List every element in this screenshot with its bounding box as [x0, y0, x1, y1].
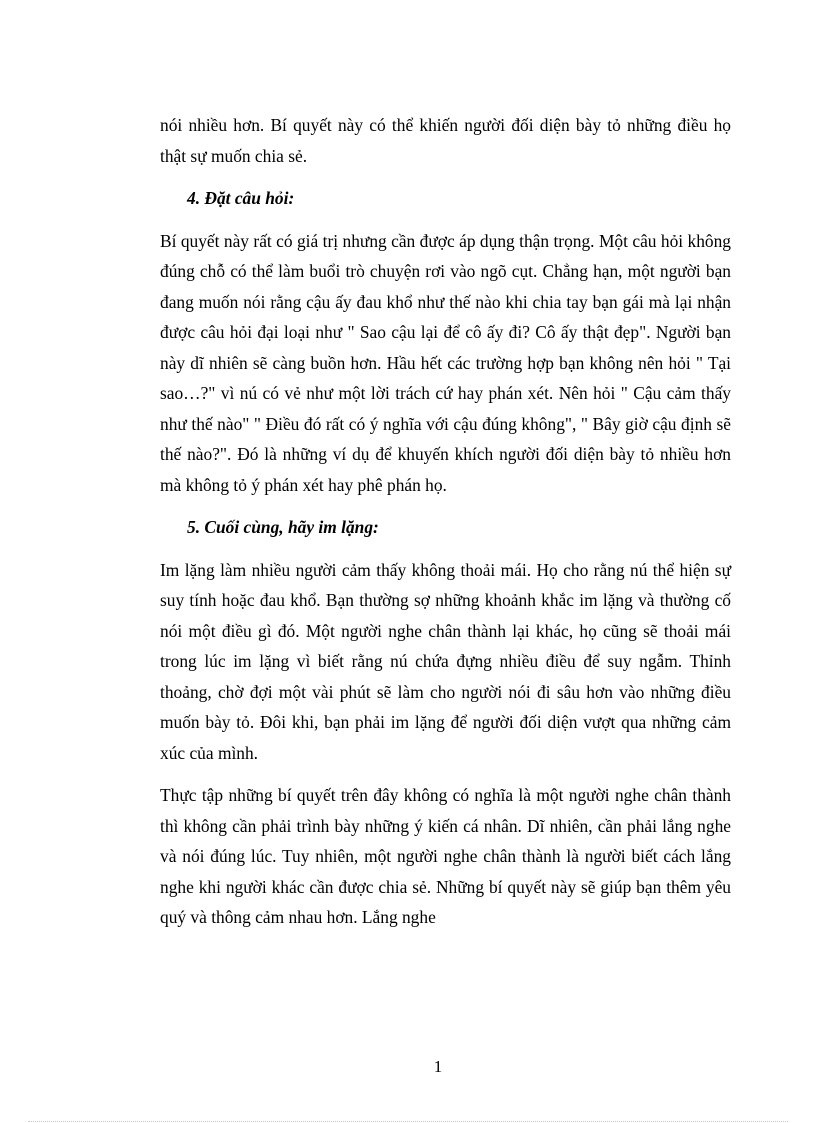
page-body	[160, 110, 731, 933]
paragraph-silence: Im lặng làm nhiều người cảm thấy không thoải mái. Họ cho rằng nú thể hiện sự suy tính hoặc đau khổ. Bạn thường sợ những khoảnh khắc im lặng và thường cố nói một điều gì đó. Một người nghe chân thành lại khác, họ cũng sẽ thoải mái trong lúc im lặng vì biết rằng nú chứa đựng nhiều điều để suy ngẫm. Thỉnh thoảng, chờ đợi một vài phút sẽ làm cho người nói đi sâu hơn vào những điều muốn bày tỏ. Đôi khi, bạn phải im lặng để người đối diện vượt qua những cảm xúc của mình.	[160, 559, 731, 763]
paragraph-practice: Thực tập những bí quyết trên đây không có nghĩa là một người nghe chân thành thì không cần phải trình bày những ý kiến cá nhân. Dĩ nhiên, cần phải lắng nghe và nói đúng lúc. Tuy nhiên, một người nghe chân thành là người biết cách lắng nghe khi người khác cần được chia sẻ. Những bí quyết này sẽ giúp bạn thêm yêu quý và thông cảm nhau hơn. Lắng nghe	[160, 785, 731, 927]
page-number: 1	[433, 1057, 443, 1076]
heading-be-silent: 5. Cuối cùng, hãy im lặng:	[187, 517, 379, 537]
paragraph-intro-continued: nói nhiều hơn. Bí quyết này có thể khiến người đối diện bày tỏ những điều họ thật sự muốn chia sẻ.	[160, 115, 731, 166]
page-bottom-edge	[28, 1121, 788, 1122]
heading-ask-questions: 4. Đặt câu hỏi:	[187, 188, 295, 208]
paragraph-ask-questions: Bí quyết này rất có giá trị nhưng cần được áp dụng thận trọng. Một câu hỏi không đúng chỗ có thể làm buổi trò chuyện rơi vào ngõ cụt. Chẳng hạn, một người bạn đang muốn nói rằng cậu ấy đau khổ như thế nào khi chia tay bạn gái mà lại nhận được câu hỏi đại loại như " Sao cậu lại để cô ấy đi? Cô ấy thật đẹp". Người bạn này dĩ nhiên sẽ càng buồn hơn. Hầu hết các trường hợp bạn không nên hỏi " Tại sao…?" vì nú có vẻ như một lời trách cứ hay phán xét. Nên hỏi " Cậu cảm thấy như thế nào" " Điều đó rất có ý nghĩa với cậu đúng không", " Bây giờ cậu định sẽ thế nào?". Đó là những ví dụ để khuyến khích người đối diện bày tỏ nhiều hơn mà không tỏ ý phán xét hay phê phán họ.	[160, 230, 731, 495]
